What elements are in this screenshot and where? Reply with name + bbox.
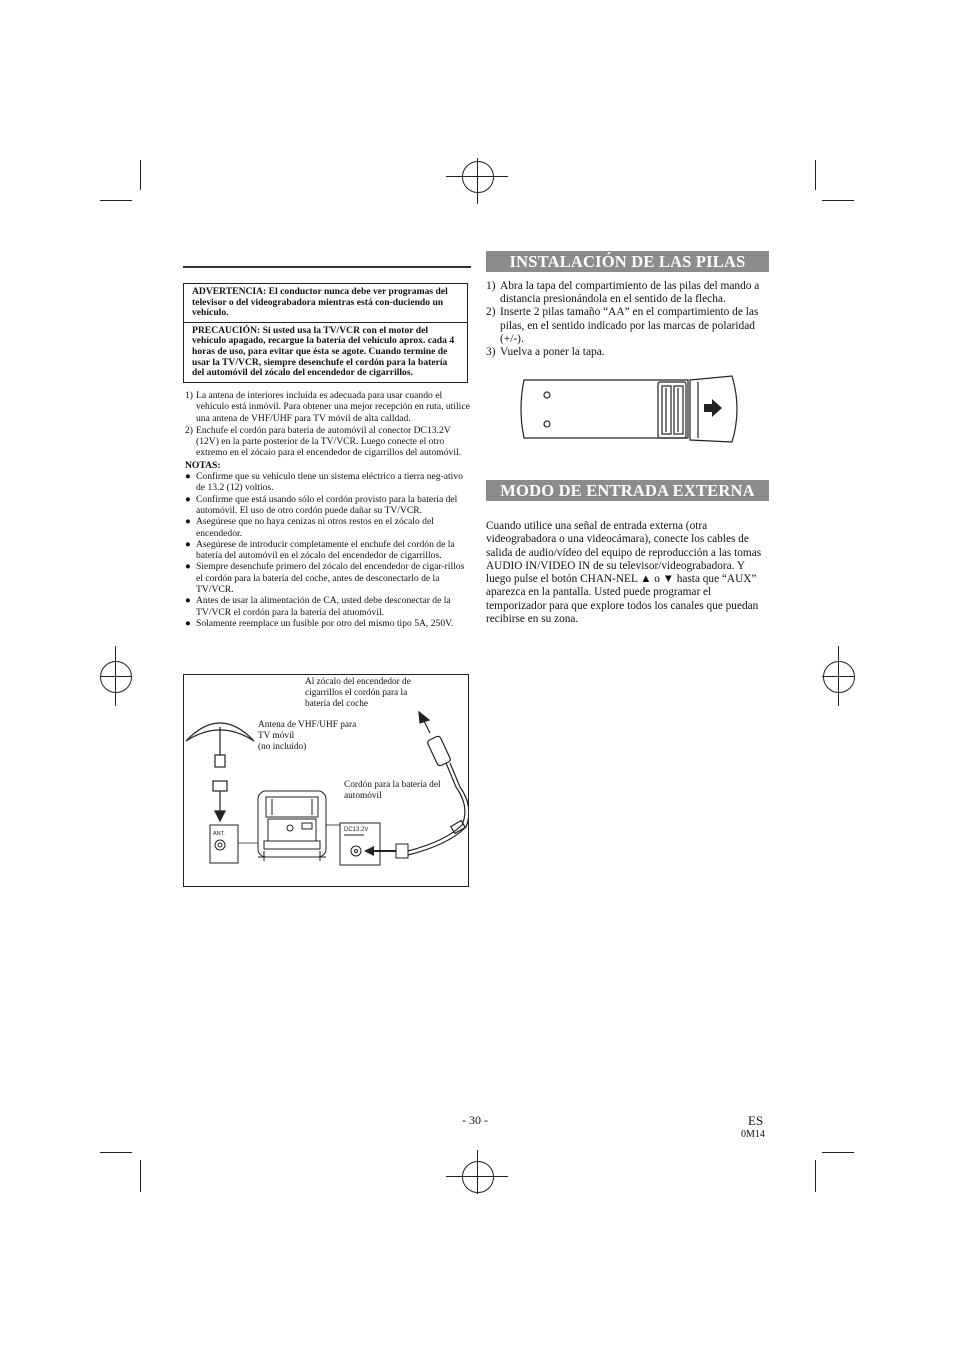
external-input-text: Cuando utilice una señal de entrada externa (otra videograbadora o una videocámara), conecte los cables de salida de audio/vídeo del equipo de reproducción a las tomas AUDIO IN/VIDEO IN de su televisor/videograbadora. Y luego pulse el botón CHAN-NEL ▲ o ▼ hasta que “AUX” aparezca en la pantalla. Usted puede programar el temporizador para que explore todos los canales que puedan recibirse en su zona.	[486, 520, 762, 626]
socket-label: Al zócalo del encendedor de cigarrillos el cordón para la batería del coche	[305, 677, 411, 709]
battery-steps	[486, 280, 768, 359]
note-item: ● Solamente reemplace un fusible por otro del mismo tipo 5A, 250V.	[185, 617, 454, 629]
document-code: 0M14	[741, 1129, 765, 1140]
car-step: 2) Enchufe el cordón para batería de automóvil al conector DC13.2V (12V) en la parte posterior de la TV/VCR. Luego conecte el otro extremo en el zócaio para el encendedor de cigarrillos del automóvil.	[185, 424, 462, 459]
note-item: ● Confirme que su vehículo tlene un sistema eléctrico a tierra neg-ativo de 13.2 (12) voltios.	[185, 471, 463, 494]
antenna-note: (no incluído)	[258, 742, 307, 752]
antenna-label: Antena de VHF/UHF para TV móvil	[258, 720, 357, 741]
tv-vcr-rear-icon	[258, 791, 326, 861]
car-battery-cord	[408, 763, 468, 855]
battery-step: 2) Inserte 2 pilas tamaño “AA” en el compartimiento de las pilas, en el sentido indicado por las marcas de polaridad (+/-).	[486, 306, 759, 345]
note-item: ● Antes de usar la alimentación de CA, usted debe desconectar de la TV/VCR el cordón para la batería del atuomóvil.	[185, 595, 451, 618]
car-battery-instructions	[185, 390, 470, 629]
note-item: ● Asegúrese que no haya cenizas ni otros restos en el zócalo del encendedor.	[185, 516, 434, 539]
battery-step: 3) Vuelva a poner la tapa.	[486, 346, 605, 359]
cigarette-lighter-plug-icon	[419, 712, 451, 767]
note-item: ● Confirme que está usando sólo el cordón provisto para la batería del automóvil. El uso de otro cordón puede dañar su TV/VCR.	[185, 493, 458, 516]
note-item: ● Siempre desenchufe primero del zócalo del encendedor de cigar-rillos el cordón para la batería del coche, antes de desconectarlo de la TV/VCR.	[185, 561, 465, 596]
page-number: - 30 -	[462, 1113, 488, 1127]
vhf-uhf-antenna-icon	[186, 723, 254, 821]
language-code: ES	[748, 1113, 764, 1128]
note-item: ● Asegúrese de introducir completamente el enchufe del cordón de la batería del automóvil en el zócalo del encendedor de cigarrillos.	[185, 538, 455, 562]
car-connection-figure	[183, 674, 469, 887]
car-step: 1) La antena de interiores incluída es adecuada para usar cuando el vehículo está inmóvil. Para obtener una mejor recepción en ruta, utilice una antena de VHF/UHF para TV móvil de alta calldad.	[185, 390, 470, 424]
warning-advertencia: ADVERTENCIA: El conductor nunca debe ver programas del televisor o del videograbadora mientras está con-duciendo un vehículo.	[184, 284, 467, 323]
ant-port-label: ANT.	[213, 831, 225, 837]
connection-diagram	[184, 675, 468, 886]
notes-title: NOTAS:	[185, 459, 221, 471]
cord-label: Cordón para la batería del automóvil	[344, 780, 441, 801]
remote-battery-compartment-illustration	[518, 374, 744, 444]
dc-port-label: DC13.2V	[344, 827, 369, 833]
external-input-header: MODO DE ENTRADA EXTERNA	[486, 480, 769, 501]
batteries-header: INSTALACIÓN DE LAS PILAS	[486, 251, 769, 272]
dc-plug-icon	[364, 844, 408, 858]
battery-step: 1) Abra la tapa del compartimiento de las pilas del mando a distancia presionándola en el sentido de la flecha.	[486, 280, 760, 306]
warning-precaucion: PRECAUCIÓN: Si usted usa la TV/VCR con el motor del vehículo apagado, recargue la batería del vehículo aprox. cada 4 horas de uso, para evitar que ésta se agote. Cuando termine de usar la TV/VCR, siempre desenchufe el cordón para la batería del automóvil del zócalo del encendedor de cigarrillos.	[192, 324, 455, 379]
section-rule	[183, 266, 471, 268]
arrow-right-icon	[704, 399, 722, 417]
warning-box	[183, 283, 468, 383]
